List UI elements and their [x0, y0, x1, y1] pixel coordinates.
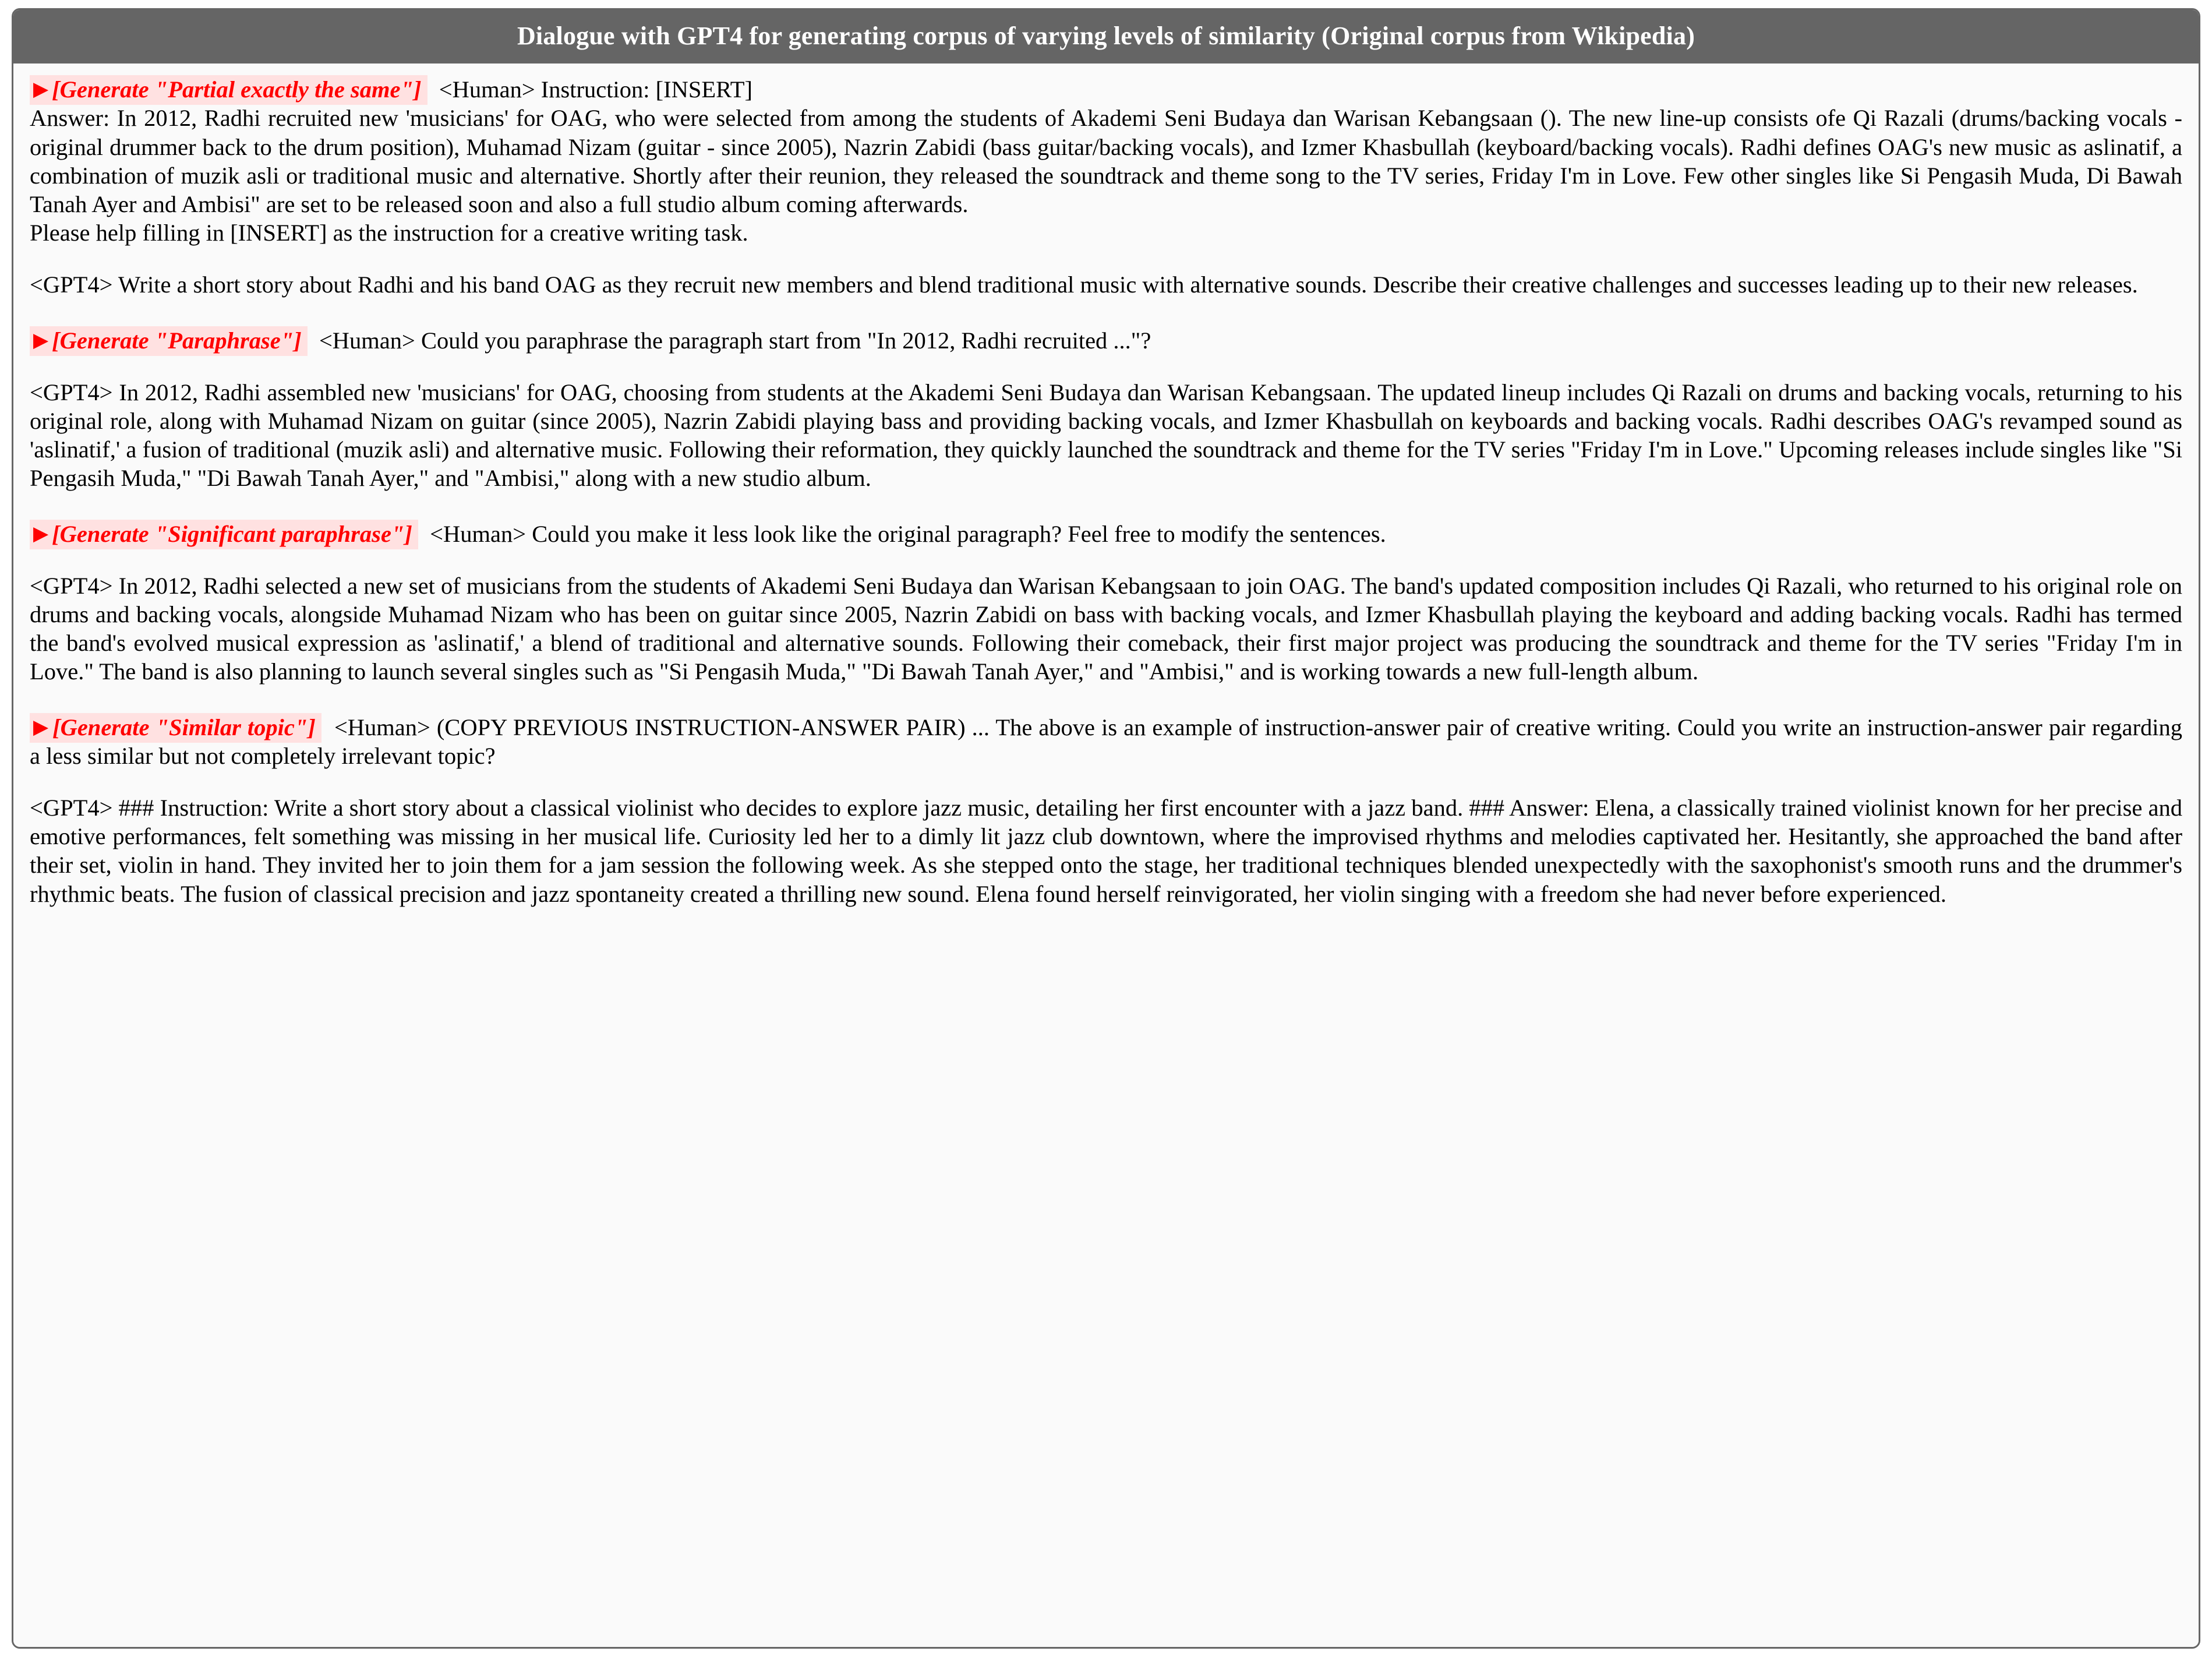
speaker-gpt4: <GPT4> — [30, 379, 113, 405]
speaker-human: <Human> — [430, 520, 527, 547]
speaker-human: <Human> — [334, 714, 430, 740]
human-request-text: Could you paraphrase the paragraph start from "In 2012, Radhi recruited ..."? — [421, 327, 1151, 354]
dialogue-block-partial-exactly-the-same — [30, 75, 2182, 299]
marker-label: [Generate "Paraphrase"] — [52, 327, 302, 354]
human-turn-line — [30, 520, 2182, 548]
spacer — [30, 770, 2182, 793]
figure-header-title: Dialogue with GPT4 for generating corpus of varying levels of similarity (Original corpus from Wikipedia) — [13, 10, 2199, 64]
dialogue-block-paraphrase — [30, 326, 2182, 493]
generate-marker-paraphrase[interactable] — [30, 326, 308, 356]
human-request-text: Could you make it less look like the original paragraph? Feel free to modify the sentences. — [532, 520, 1386, 547]
triangle-bullet-icon: ▶ — [33, 329, 49, 351]
human-turn-line — [30, 713, 2182, 770]
gpt4-response-text: Write a short story about Radhi and his band OAG as they recruit new members and blend traditional music with alternative sounds. Describe their creative challenges and successes leading up to their new releases. — [118, 271, 2138, 298]
triangle-bullet-icon: ▶ — [33, 79, 49, 101]
human-turn-line — [30, 75, 2182, 104]
spacer — [30, 548, 2182, 572]
marker-label: [Generate "Significant paraphrase"] — [52, 520, 412, 547]
gpt4-response-paragraph — [30, 572, 2182, 686]
spacer — [30, 355, 2182, 378]
dialogue-figure-box — [12, 8, 2200, 1649]
human-request-text: (COPY PREVIOUS INSTRUCTION-ANSWER PAIR) ... The above is an example of instruction-answer pair of creative writing. Could you write an instruction-answer pair regarding a less similar but not completely irrelevant topic? — [30, 714, 2183, 769]
generate-marker-similar-topic[interactable] — [30, 713, 321, 743]
generate-marker-partial-exactly-the-same[interactable] — [30, 75, 427, 105]
gpt4-response-paragraph — [30, 793, 2182, 908]
gpt4-response-paragraph — [30, 378, 2182, 493]
figure-body — [13, 64, 2199, 1647]
gpt4-response-text: In 2012, Radhi assembled new 'musicians' for OAG, choosing from students at the Akademi Seni Budaya dan Warisan Kebangsaan. The updated lineup includes Qi Razali on drums and backing vocals, returning to his original role, along with Muhamad Nizam on guitar (since 2005), Nazrin Zabidi playing bass and providing backing vocals, and Izmer Khasbullah on keyboards and backing vocals. Radhi describes OAG's revamped sound as 'aslinatif,' a fusion of traditional (muzik asli) and alternative music. Following their reformation, they quickly launched the soundtrack and theme for the TV series "Friday I'm in Love." Upcoming releases include singles like "Si Pengasih Muda," "Di Bawah Tanah Ayer," and "Ambisi," along with a new studio album. — [30, 379, 2183, 492]
gpt4-response-paragraph — [30, 270, 2182, 299]
speaker-human: <Human> — [319, 327, 415, 354]
marker-label: [Generate "Partial exactly the same"] — [52, 76, 422, 103]
human-answer-paragraph: Answer: In 2012, Radhi recruited new 'musicians' for OAG, who were selected from among the students of Akademi Seni Budaya dan Warisan Kebangsaan (). The new line-up consists ofe Qi Razali (drums/backing vocals - original drummer back to the drum position), Muhamad Nizam (guitar - since 2005), Nazrin Zabidi (bass guitar/backing vocals), and Izmer Khasbullah (keyboard/backing vocals). Radhi defines OAG's new music as aslinatif, a combination of muzik asli or traditional music and alternative. Shortly after their reunion, they released the soundtrack and theme song to the TV series, Friday I'm in Love. Few other singles like Si Pengasih Muda, Di Bawah Tanah Ayer and Ambisi" are set to be released soon and also a full studio album coming afterwards. — [30, 105, 2182, 217]
speaker-gpt4: <GPT4> — [30, 795, 113, 821]
gpt4-response-text: In 2012, Radhi selected a new set of musicians from the students of Akademi Seni Budaya dan Warisan Kebangsaan to join OAG. The band's updated composition includes Qi Razali, who returned to his original role on drums and backing vocals, alongside Muhamad Nizam who has been on guitar since 2005, Nazrin Zabidi on bass with backing vocals, and Izmer Khasbullah playing the keyboard and adding backing vocals. Radhi has termed the band's evolved musical expression as 'aslinatif,' a blend of traditional and alternative sounds. Following their comeback, their first major project was producing the soundtrack and theme for the TV series "Friday I'm in Love." The band is also planning to launch several singles such as "Si Pengasih Muda," "Di Bawah Tanah Ayer," and "Ambisi," and is working towards a new full-length album. — [30, 572, 2183, 685]
generate-marker-significant-paraphrase[interactable] — [30, 520, 418, 549]
speaker-gpt4: <GPT4> — [30, 271, 113, 298]
marker-label: [Generate "Similar topic"] — [52, 714, 316, 740]
speaker-human: <Human> — [439, 76, 535, 103]
human-instruction-text: Instruction: [INSERT] — [540, 76, 752, 103]
speaker-gpt4: <GPT4> — [30, 572, 113, 599]
human-closing-paragraph: Please help filling in [INSERT] as the instruction for a creative writing task. — [30, 220, 748, 246]
triangle-bullet-icon: ▶ — [33, 716, 50, 738]
spacer — [30, 686, 2182, 713]
spacer — [30, 247, 2182, 270]
gpt4-response-text: ### Instruction: Write a short story about a classical violinist who decides to explore jazz music, detailing her first encounter with a jazz band. ### Answer: Elena, a classically trained violinist known for her precise and emotive performances, felt something was missing in her musical life. Curiosity led her to a dimly lit jazz club downtown, where the improvised rhythms and melodies captivated her. Hesitantly, she approached the band after their set, violin in hand. They invited her to join them for a jam session the following week. As she stepped onto the stage, her traditional techniques blended unexpectedly with the saxophonist's smooth runs and the drummer's rhythmic beats. The fusion of classical precision and jazz spontaneity created a thrilling new sound. Elena found herself reinvigorated, her violin singing with a freedom she had never before experienced. — [30, 795, 2182, 907]
dialogue-block-similar-topic — [30, 713, 2182, 908]
dialogue-block-significant-paraphrase — [30, 520, 2182, 686]
spacer — [30, 299, 2182, 326]
human-turn-line — [30, 326, 2182, 355]
spacer — [30, 493, 2182, 520]
triangle-bullet-icon: ▶ — [33, 523, 49, 545]
